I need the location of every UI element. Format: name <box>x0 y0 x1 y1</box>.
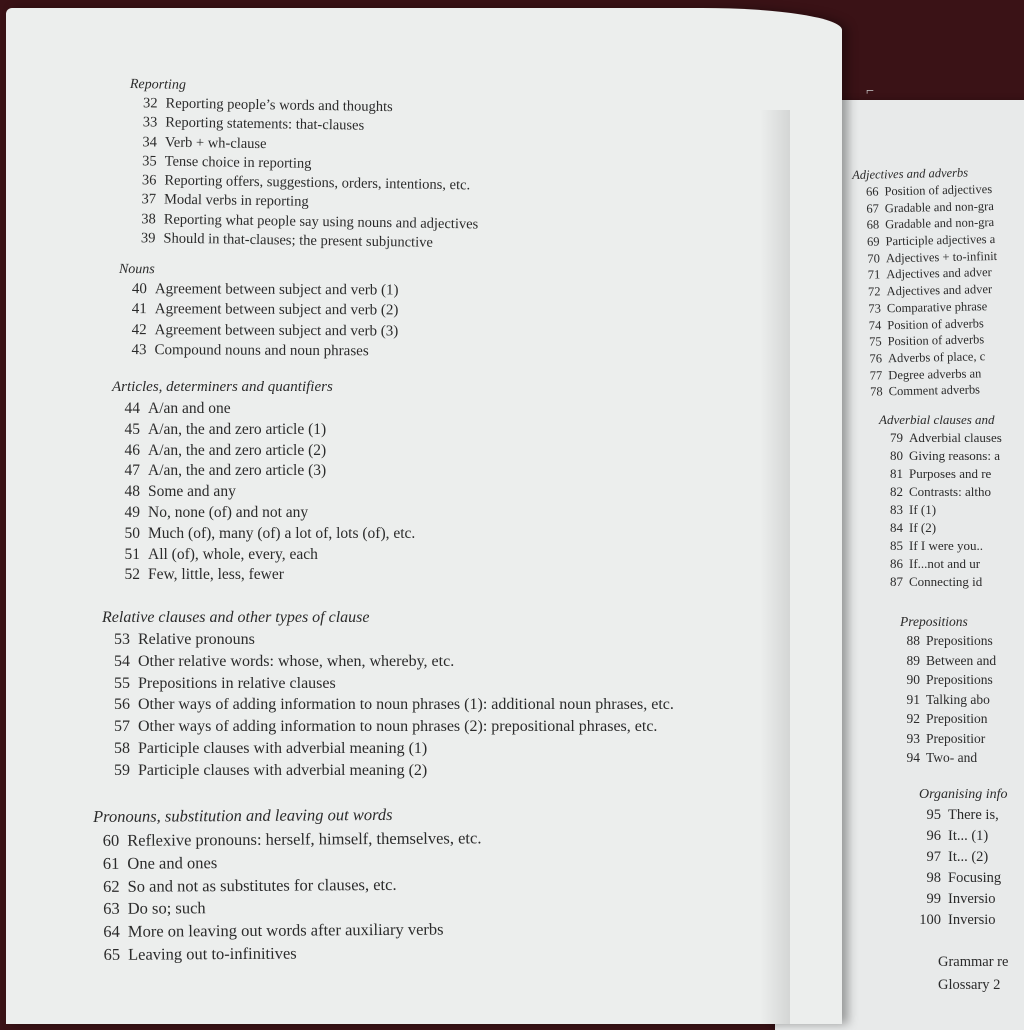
entry-number: 99 <box>926 891 941 907</box>
section-title: Prepositions <box>900 614 968 629</box>
toc-entry <box>904 634 996 648</box>
entry-number: 33 <box>142 114 158 131</box>
entry-number: 97 <box>926 849 941 865</box>
entry-text: A/an, the and zero article (2) <box>148 441 327 459</box>
toc-entry <box>887 485 1002 498</box>
entry-number: 54 <box>114 652 130 670</box>
entry-text: Contrasts: altho <box>909 484 991 499</box>
entry-number: 88 <box>906 633 920 648</box>
toc-entry <box>904 693 996 707</box>
entry-text: Position of adjectives <box>884 182 993 199</box>
entry-text: Adjectives and adver <box>886 265 992 282</box>
entry-text: Some and any <box>148 483 236 501</box>
entry-number: 74 <box>868 317 882 333</box>
entry-number: 65 <box>103 944 121 964</box>
entry-text: Prepositions <box>926 633 993 648</box>
entry-text: Agreement between subject and verb (2) <box>154 301 399 319</box>
toc-entry <box>863 233 996 248</box>
entry-text: Connecting id <box>909 574 983 589</box>
entry-text: Do so; such <box>127 898 206 919</box>
entry-number: 62 <box>102 876 120 896</box>
toc-entry <box>887 467 1002 480</box>
entry-number: 49 <box>124 503 140 521</box>
toc-entry <box>887 557 1002 570</box>
entry-text: Position of adverbs <box>887 315 984 332</box>
entry-text: Giving reasons: a <box>909 448 1000 463</box>
entry-number: 51 <box>124 545 140 563</box>
toc-entry <box>863 216 996 231</box>
toc-entry <box>116 567 415 583</box>
entry-text: Position of adverbs <box>887 332 985 349</box>
entry-text: All (of), whole, every, each <box>148 545 318 563</box>
toc-entry <box>863 200 996 215</box>
entry-text: Comment adverbs <box>888 382 981 399</box>
entry-number: 55 <box>114 674 130 692</box>
entry-number: 61 <box>102 853 120 873</box>
entry-number: 34 <box>142 133 158 151</box>
entry-text: If I were you.. <box>909 538 983 553</box>
section-organising-info <box>919 787 1008 928</box>
entry-text: Reporting people’s words and thoughts <box>165 95 393 116</box>
entry-text: If (2) <box>909 520 937 535</box>
toc-entry <box>116 422 415 438</box>
entry-text: Prepositions <box>926 672 993 687</box>
toc-entry <box>108 719 674 735</box>
toc-entry <box>116 505 415 521</box>
section-footer <box>938 955 1008 992</box>
toc-entry <box>887 521 1002 534</box>
toc-entry <box>135 135 480 155</box>
section-articles <box>112 379 415 583</box>
entry-number: 42 <box>131 321 147 338</box>
toc-entry <box>108 697 674 713</box>
toc-entry <box>116 463 415 479</box>
entry-number: 59 <box>114 761 130 779</box>
entry-number: 78 <box>870 384 883 399</box>
corner-mark: ⌐ <box>866 84 874 99</box>
section-adjectives-adverbs <box>852 165 1000 399</box>
entry-text: Other relative words: whose, when, whereby, etc. <box>138 652 455 670</box>
toc-entry <box>135 154 480 174</box>
section-title: Relative clauses and other types of clause <box>102 609 370 626</box>
entry-text: More on leaving out words after auxiliary verbs <box>127 919 444 941</box>
entry-number: 39 <box>140 230 156 247</box>
toc-entry <box>121 302 399 318</box>
entry-text: Degree adverbs an <box>888 365 982 382</box>
entry-number: 75 <box>868 334 882 349</box>
toc-entry <box>100 921 482 940</box>
toc-entry <box>919 808 1008 823</box>
entry-number: 81 <box>890 466 903 481</box>
section-adverbial-clauses <box>879 412 1002 588</box>
entry-text: If...not and ur <box>909 556 981 571</box>
toc-entry <box>116 526 415 542</box>
entry-number: 70 <box>867 251 881 266</box>
entry-number: 92 <box>906 711 920 726</box>
section-title: Reporting <box>129 77 186 93</box>
toc-entry <box>904 751 996 765</box>
toc-entry <box>887 539 1002 552</box>
entry-number: 77 <box>869 367 883 383</box>
toc-entry <box>919 850 1008 865</box>
entry-text: Talking abo <box>926 691 990 707</box>
entry-text: Inversio <box>948 912 996 928</box>
section-reporting <box>127 77 480 251</box>
toc-entry <box>887 449 1002 462</box>
toc-entry <box>116 547 415 563</box>
right-page-content <box>845 160 1024 1024</box>
entry-number: 84 <box>890 520 903 535</box>
glossary-entry: Glossary 2 <box>938 976 1001 993</box>
entry-number: 58 <box>114 739 130 757</box>
entry-text: Focusing <box>948 870 1002 886</box>
entry-text: If (1) <box>909 502 937 517</box>
toc-entry <box>904 654 996 668</box>
entry-number: 83 <box>890 502 903 517</box>
entry-text: A/an, the and zero article (1) <box>148 420 327 438</box>
toc-entry <box>134 193 479 213</box>
entry-text: So and not as substitutes for clauses, etc. <box>127 874 397 896</box>
toc-entry <box>135 96 480 116</box>
entry-text: Agreement between subject and verb (3) <box>154 321 399 340</box>
entry-text: There is, <box>948 807 999 823</box>
grammar-reference-entry: Grammar re <box>938 954 1009 970</box>
section-title: Adverbial clauses and <box>879 412 995 427</box>
toc-entry <box>99 876 481 895</box>
toc-entry <box>108 654 674 670</box>
entry-number: 66 <box>865 184 879 199</box>
entry-text: It... (2) <box>948 849 989 865</box>
entry-text: Other ways of adding information to noun phrases (2): prepositional phrases, etc. <box>138 718 658 736</box>
entry-text: Reporting statements: that-clauses <box>165 114 365 134</box>
toc-entry <box>919 892 1008 907</box>
entry-number: 100 <box>919 912 941 928</box>
entry-text: Gradable and non-gra <box>884 198 994 216</box>
entry-number: 80 <box>890 448 903 463</box>
entry-text: Preposition <box>926 711 988 726</box>
toc-entry <box>121 282 399 298</box>
entry-text: Adverbs of place, c <box>887 349 986 366</box>
entry-number: 69 <box>866 234 880 249</box>
entry-number: 44 <box>124 400 140 417</box>
entry-text: Compound nouns and noun phrases <box>154 342 369 360</box>
toc-entry <box>904 732 996 746</box>
toc-entry <box>887 503 1002 516</box>
section-title: Organising info <box>919 787 1008 802</box>
entry-number: 38 <box>141 210 156 228</box>
entry-text: Tense choice in reporting <box>164 153 312 172</box>
entry-text: Other ways of adding information to noun phrases (1): additional noun phrases, etc. <box>138 696 674 714</box>
entry-number: 93 <box>906 730 920 746</box>
toc-entry <box>867 383 1000 398</box>
entry-number: 95 <box>926 807 941 823</box>
toc-entry <box>864 266 997 281</box>
toc-entry <box>866 367 999 382</box>
toc-entry <box>116 443 415 459</box>
section-relative-clauses <box>102 609 674 779</box>
entry-text: Participle clauses with adverbial meaning (2) <box>138 761 428 779</box>
entry-number: 63 <box>103 899 120 919</box>
section-title: Articles, determiners and quantifiers <box>112 379 333 395</box>
entry-text: A/an, the and zero article (3) <box>148 462 327 480</box>
entry-text: Purposes and re <box>909 466 992 481</box>
entry-number: 87 <box>890 574 903 589</box>
entry-text: Adjectives + to-infinit <box>885 248 998 266</box>
entry-number: 57 <box>114 718 130 736</box>
entry-text: Agreement between subject and verb (1) <box>154 281 399 299</box>
entry-number: 91 <box>906 691 920 707</box>
entry-number: 96 <box>926 828 941 844</box>
entry-text: Inversio <box>948 891 996 907</box>
toc-entry <box>108 676 674 692</box>
spine-shadow <box>760 110 790 1024</box>
toc-entry <box>108 632 674 648</box>
entry-text: Should in that-clauses; the present subjunctive <box>163 230 433 251</box>
entry-number: 90 <box>906 672 920 687</box>
toc-entry <box>862 183 995 198</box>
entry-text: It... (1) <box>948 828 989 844</box>
entry-text: Reflexive pronouns: herself, himself, themselves, etc. <box>127 828 482 850</box>
entry-text: Participle clauses with adverbial meaning (1) <box>138 739 428 757</box>
entry-text: One and ones <box>127 852 218 873</box>
entry-text: Verb + wh-clause <box>164 134 267 152</box>
toc-entry <box>121 323 399 339</box>
section-title: Pronouns, substitution and leaving out words <box>93 804 393 826</box>
entry-number: 85 <box>890 538 903 553</box>
toc-entry <box>866 333 999 348</box>
entry-text: Prepositions in relative clauses <box>138 674 336 692</box>
entry-number: 36 <box>141 172 157 189</box>
toc-entry <box>865 300 998 315</box>
entry-text: Much (of), many (of) a lot of, lots (of), etc. <box>148 524 416 542</box>
toc-entry <box>116 401 415 417</box>
entry-number: 73 <box>868 301 882 316</box>
entry-text: Two- and <box>926 750 978 765</box>
toc-entry <box>108 763 674 779</box>
toc-entry <box>116 484 415 500</box>
toc-entry <box>100 899 482 918</box>
entry-number: 41 <box>131 301 147 318</box>
entry-text: Participle adjectives a <box>885 232 996 249</box>
entry-number: 32 <box>142 95 158 112</box>
entry-number: 48 <box>124 483 140 501</box>
toc-entry <box>100 944 482 963</box>
entry-text: Comparative phrase <box>886 299 988 316</box>
entry-text: Adverbial clauses <box>909 430 1002 445</box>
entry-number: 53 <box>114 631 130 648</box>
entry-number: 52 <box>124 566 140 584</box>
entry-number: 68 <box>866 217 880 233</box>
entry-number: 47 <box>124 462 140 480</box>
entry-number: 50 <box>124 524 140 542</box>
entry-number: 71 <box>867 267 881 283</box>
toc-entry <box>904 712 996 726</box>
entry-number: 64 <box>103 922 120 942</box>
entry-text: Leaving out to-infinitives <box>127 943 297 964</box>
entry-number: 56 <box>114 696 130 714</box>
section-title: Nouns <box>118 262 155 278</box>
entry-number: 79 <box>890 430 903 445</box>
toc-entry <box>904 673 996 687</box>
section-prepositions <box>900 614 996 765</box>
entry-number: 40 <box>131 281 147 298</box>
entry-text: Adjectives and adver <box>886 282 993 299</box>
section-title: Adjectives and adverbs <box>852 165 969 182</box>
entry-text: Between and <box>926 652 997 668</box>
entry-number: 82 <box>890 484 903 499</box>
toc-entry <box>887 431 1002 444</box>
entry-text: Relative pronouns <box>138 631 255 648</box>
entry-number: 67 <box>866 201 879 216</box>
toc-entry <box>99 853 481 872</box>
entry-number: 76 <box>869 351 883 366</box>
toc-entry <box>135 115 480 135</box>
entry-text: Prepositior <box>926 730 986 746</box>
toc-entry <box>866 350 999 365</box>
entry-number: 98 <box>926 870 941 886</box>
toc-entry <box>919 913 1008 928</box>
toc-entry <box>108 741 674 757</box>
entry-number: 86 <box>890 556 903 571</box>
entry-text: Reporting offers, suggestions, orders, intentions, etc. <box>164 172 471 194</box>
toc-entry <box>887 575 1002 588</box>
entry-number: 45 <box>124 420 140 438</box>
entry-text: Reporting what people say using nouns and adjectives <box>163 211 479 233</box>
toc-entry <box>120 343 398 359</box>
section-nouns <box>118 262 398 359</box>
entry-number: 43 <box>131 341 147 359</box>
toc-entry <box>919 871 1008 886</box>
entry-number: 37 <box>141 191 157 208</box>
toc-entry <box>864 250 997 265</box>
entry-number: 46 <box>124 441 140 459</box>
entry-text: A/an and one <box>148 400 231 417</box>
entry-number: 89 <box>906 652 920 668</box>
entry-number: 72 <box>867 284 881 299</box>
section-pronouns <box>93 804 482 963</box>
entry-text: Few, little, less, fewer <box>148 566 284 584</box>
toc-entry <box>99 830 481 849</box>
entry-text: No, none (of) and not any <box>148 503 309 521</box>
toc-entry <box>919 829 1008 844</box>
entry-text: Gradable and non-gra <box>885 215 995 232</box>
toc-entry <box>865 316 998 331</box>
entry-number: 60 <box>102 830 120 850</box>
toc-entry <box>134 212 479 232</box>
entry-number: 94 <box>906 750 920 765</box>
toc-entry <box>864 283 997 298</box>
entry-text: Modal verbs in reporting <box>163 192 309 211</box>
entry-number: 35 <box>142 153 157 170</box>
toc-entry <box>134 173 479 193</box>
